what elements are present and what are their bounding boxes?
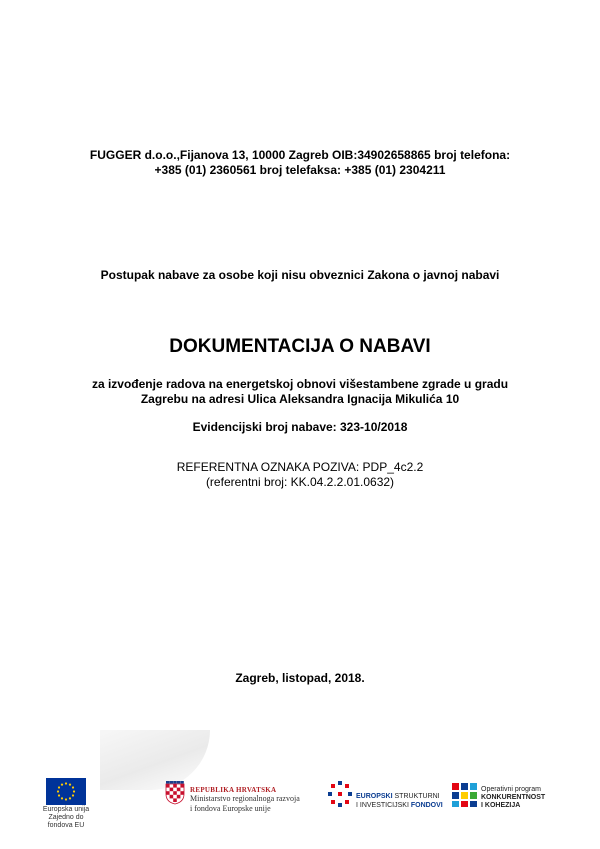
ministry-line2: Ministarstvo regionalnoga razvoja <box>190 794 300 803</box>
eu-logo-line2: Zajedno do fondova EU <box>47 814 85 829</box>
company-header <box>40 148 560 178</box>
op-competitiveness-icon <box>452 783 478 807</box>
company-header-line2: +385 (01) 2360561 broj telefaksa: +385 (01) 2304211 <box>154 163 446 177</box>
subtitle-line2: Zagrebu na adresi Ulica Aleksandra Ignacija Mikulića 10 <box>140 392 460 406</box>
ministry-line3: i fondova Europske unije <box>190 804 271 813</box>
op-line4: I KOHEZIJA <box>481 802 521 809</box>
eu-flag-icon <box>46 778 86 805</box>
evidence-number: Evidencijski broj nabave: 323-10/2018 <box>192 420 408 434</box>
esi-funds-star-icon <box>326 780 354 808</box>
esi-funds-logo-text <box>356 792 443 810</box>
esi-line2: I INVESTICIJSKI FONDOVI <box>356 802 443 809</box>
reference-block <box>40 460 560 490</box>
ministry-line1: REPUBLIKA HRVATSKA <box>190 786 277 794</box>
op-logo-text <box>481 786 545 810</box>
croatia-coat-of-arms-icon <box>165 781 185 805</box>
document-title: DOKUMENTACIJA O NABAVI <box>169 336 431 357</box>
eu-logo-label <box>36 806 96 830</box>
op-line3: KONKURENTNOST <box>481 794 546 801</box>
page-curl-decoration <box>100 730 210 790</box>
reference-line2: (referentni broj: KK.04.2.2.01.0632) <box>205 475 395 489</box>
place-date: Zagreb, listopad, 2018. <box>235 671 365 685</box>
document-subtitle <box>40 377 560 407</box>
procedure-heading: Postupak nabave za osobe koji nisu obveznici Zakona o javnoj nabavi <box>100 268 500 282</box>
ministry-logo-text <box>190 786 300 814</box>
company-header-line1: FUGGER d.o.o.,Fijanova 13, 10000 Zagreb OIB:34902658865 broj telefona: <box>89 148 511 162</box>
subtitle-line1: za izvođenje radova na energetskoj obnovi višestambene zgrade u gradu <box>91 377 509 391</box>
eu-logo-line1: Europska unija <box>42 806 90 813</box>
op-line1: Operativni program <box>481 786 541 793</box>
esi-line1: EUROPSKI STRUKTURNI <box>356 793 440 800</box>
reference-line1: REFERENTNA OZNAKA POZIVA: PDP_4c2.2 <box>176 460 424 474</box>
